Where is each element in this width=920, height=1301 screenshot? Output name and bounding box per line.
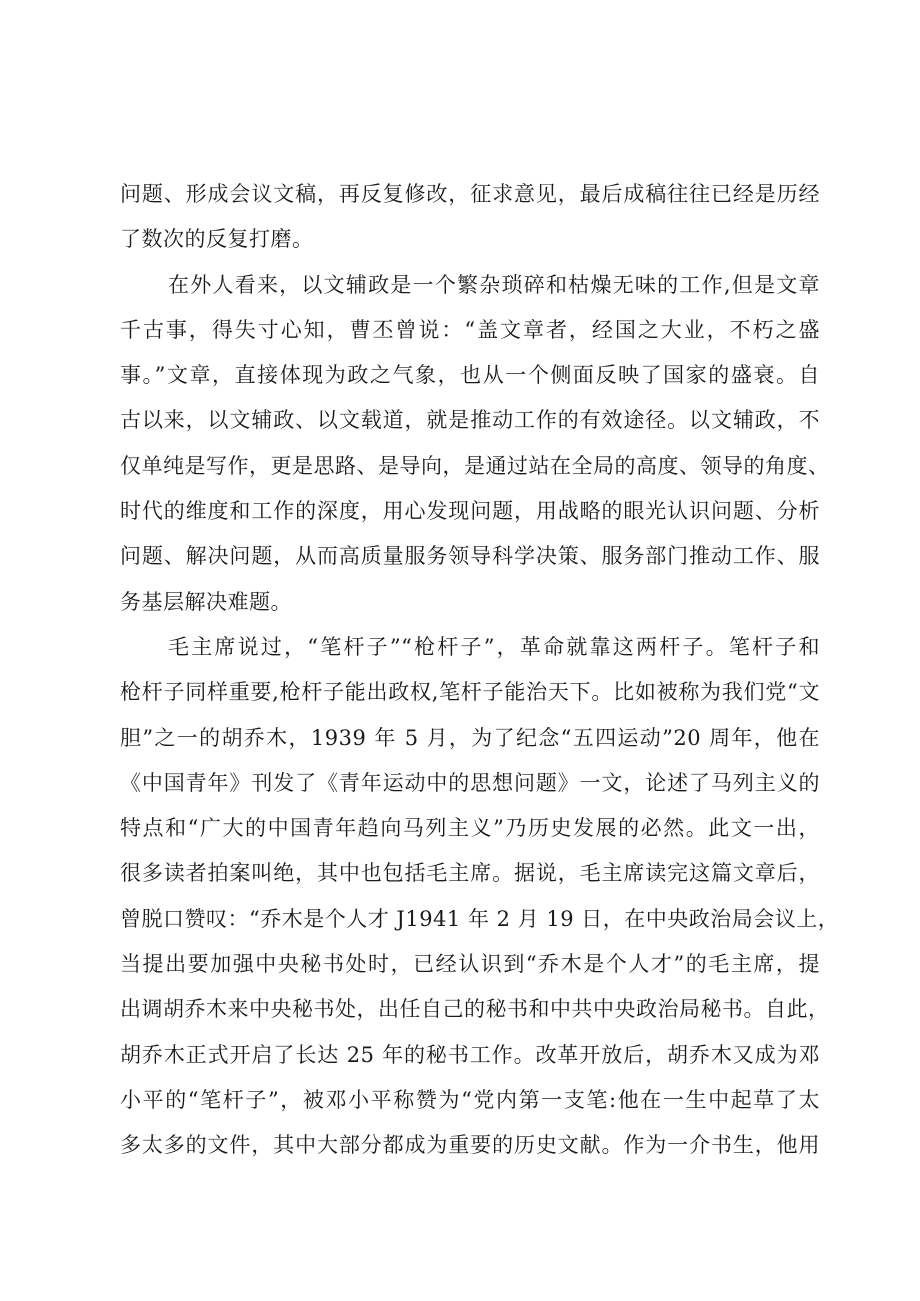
text-line: 小平的“笔杆子”，被邓小平称赞为“党内第一支笔:他在一生中起草了太 xyxy=(120,1087,820,1112)
text-line: 很多读者拍案叫绝，其中也包括毛主席。据说，毛主席读完这篇文章后， xyxy=(120,861,820,886)
text-line: 仅单纯是写作，更是思路、是导向，是通过站在全局的高度、领导的角度、 xyxy=(120,453,830,478)
document-body xyxy=(120,172,840,1169)
text-line: 千古事，得失寸心知，曹丕曾说：“盖文章者，经国之大业，不朽之盛 xyxy=(120,317,820,342)
text-line: 毛主席说过，“笔杆子”“枪杆子”，革命就靠这两杆子。笔杆子和 xyxy=(168,634,820,659)
text-line: 事。”文章，直接体现为政之气象，也从一个侧面反映了国家的盛衰。自 xyxy=(120,363,820,388)
text-line: 特点和“广大的中国青年趋向马列主义”乃历史发展的必然。此文一出， xyxy=(120,816,820,841)
text-line: 《中国青年》刊发了《青年运动中的思想问题》一文，论述了马列主义的 xyxy=(120,770,820,795)
paragraph-2 xyxy=(120,263,830,625)
text-line: 枪杆子同样重要,枪杆子能出政权,笔杆子能治天下。比如被称为我们党“文 xyxy=(120,680,820,705)
text-line: 曾脱口赞叹：“乔木是个人才 J1941 年 2 月 19 日，在中央政治局会议上， xyxy=(120,906,840,931)
text-line: 多太多的文件，其中大部分都成为重要的历史文献。作为一介书生，他用 xyxy=(120,1133,820,1158)
paragraph-3 xyxy=(120,625,840,1169)
text-line: 胡乔木正式开启了长达 25 年的秘书工作。改革开放后，胡乔木又成为邓 xyxy=(120,1042,820,1067)
text-line: 当提出要加强中央秘书处时，已经认识到“乔木是个人才”的毛主席，提 xyxy=(120,952,820,977)
text-line: 在外人看来，以文辅政是一个繁杂琐碎和枯燥无味的工作,但是文章 xyxy=(168,272,820,297)
text-line: 古以来，以文辅政、以文载道，就是推动工作的有效途径。以文辅政，不 xyxy=(120,408,820,433)
paragraph-1 xyxy=(120,172,820,263)
text-line: 问题、形成会议文稿，再反复修改，征求意见，最后成稿往往已经是历经 xyxy=(120,182,820,206)
text-line: 出调胡乔木来中央秘书处，出任自己的秘书和中共中央政治局秘书。自此， xyxy=(120,997,830,1022)
text-line: 了数次的反复打磨。 xyxy=(120,227,314,252)
text-line: 问题、解决问题，从而高质量服务领导科学决策、服务部门推动工作、服 xyxy=(120,544,820,569)
text-line: 务基层解决难题。 xyxy=(120,589,292,614)
text-line: 时代的维度和工作的深度，用心发现问题，用战略的眼光认识问题、分析 xyxy=(120,499,820,524)
text-line: 胆”之一的胡乔木，1939 年 5 月，为了纪念“五四运动”20 周年，他在 xyxy=(120,725,820,750)
